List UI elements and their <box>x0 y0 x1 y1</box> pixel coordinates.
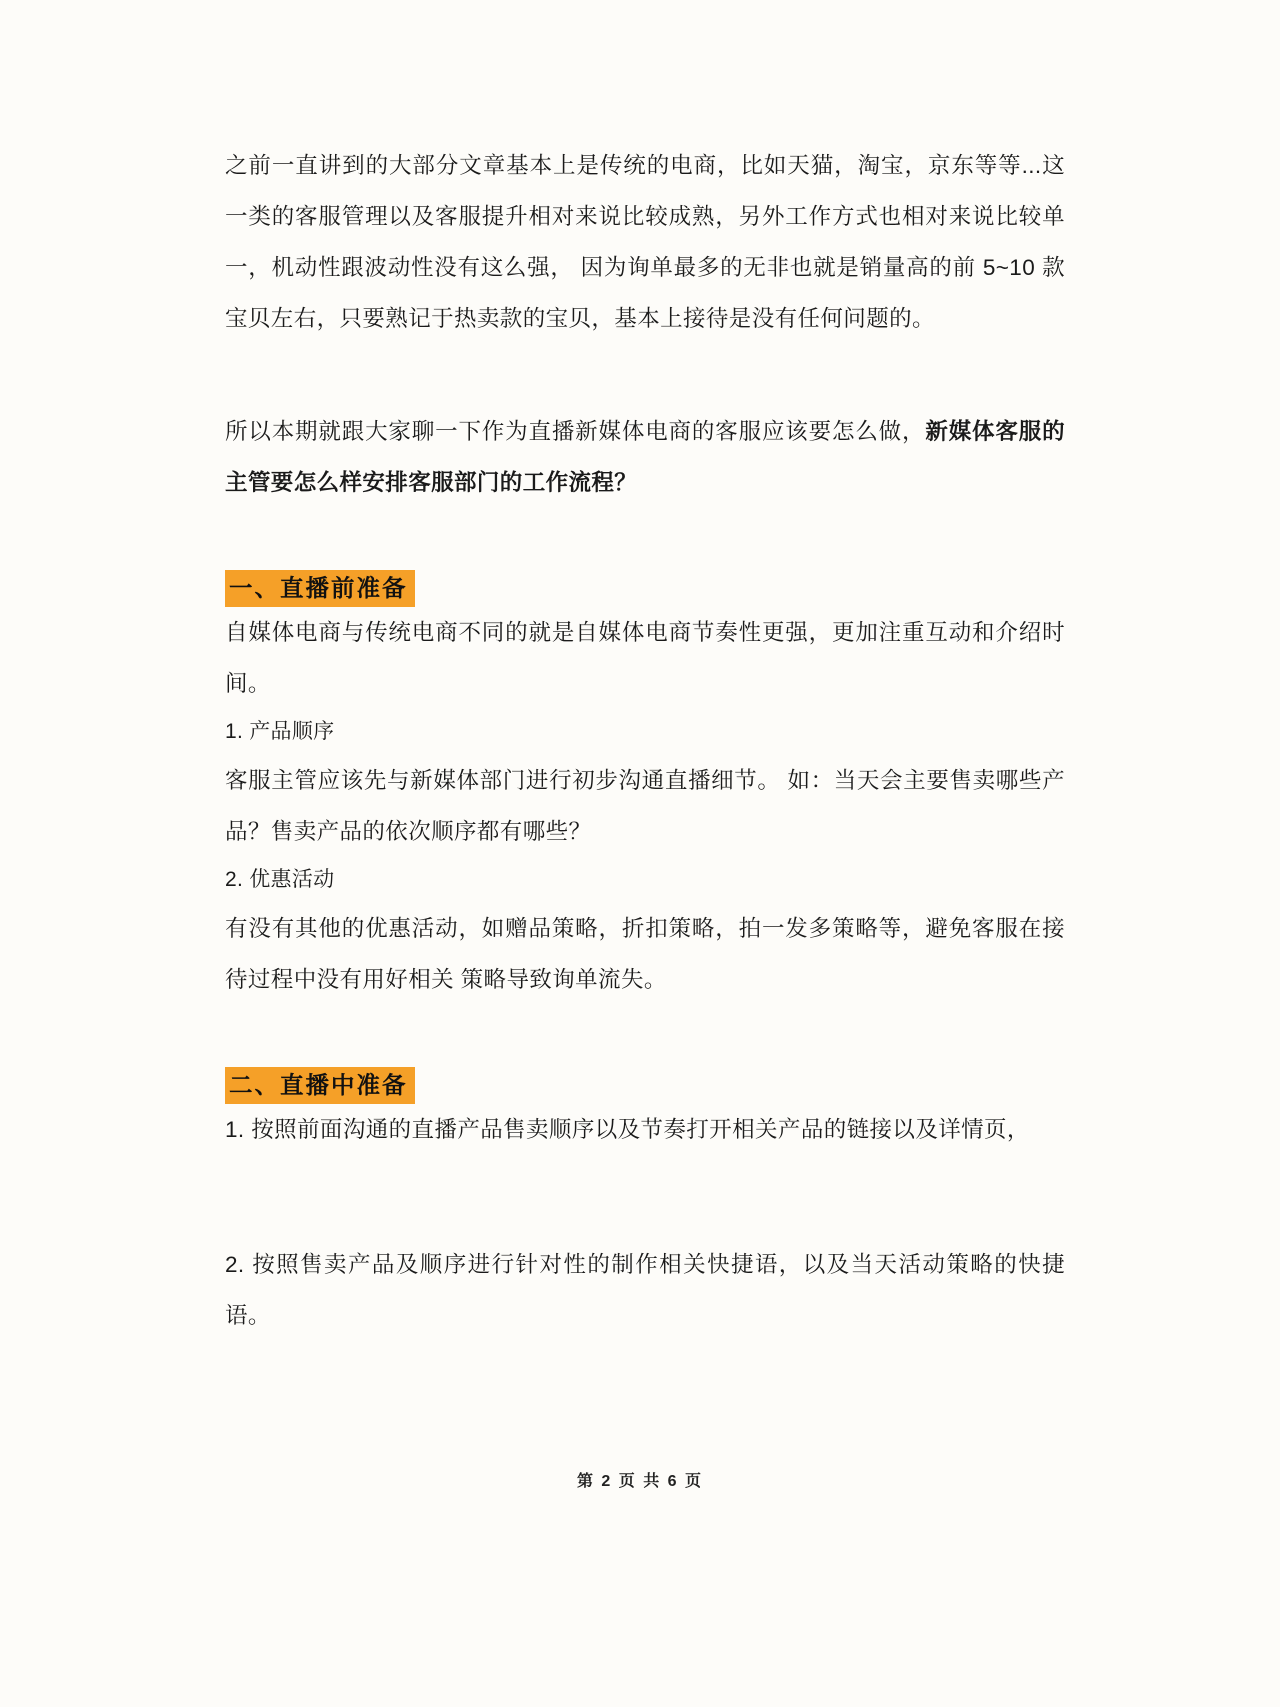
document-body <box>225 140 1065 1341</box>
spacer <box>225 344 1065 406</box>
paragraph-intro: 之前一直讲到的大部分文章基本上是传统的电商，比如天猫，淘宝，京东等等...这一类的客服管理以及客服提升相对来说比较成熟，另外工作方式也相对来说比较单一，机动性跟波动性没有这么强， 因为询单最多的无非也就是销量高的前 5~10 款宝贝左右，只要熟记于热卖款的宝贝，基本上接待是没有任何问题的。 <box>225 153 1065 331</box>
section-1-item-1-label: 1. 产品顺序 <box>225 720 335 743</box>
section-heading-2: 二、直播中准备 <box>225 1067 415 1104</box>
section-1-item-1-text: 客服主管应该先与新媒体部门进行初步沟通直播细节。 如：当天会主要售卖哪些产品？售卖产品的依次顺序都有哪些？ <box>225 768 1065 844</box>
section-1-item-2-label: 2. 优惠活动 <box>225 868 335 891</box>
spacer <box>225 508 1065 570</box>
section-2-item-2-text: 2. 按照售卖产品及顺序进行针对性的制作相关快捷语，以及当天活动策略的快捷语。 <box>225 1252 1065 1328</box>
section-1-intro: 自媒体电商与传统电商不同的就是自媒体电商节奏性更强，更加注重互动和介绍时间。 <box>225 620 1065 696</box>
section-heading-1: 一、直播前准备 <box>225 570 415 607</box>
paragraph-question <box>225 406 1065 508</box>
section-heading-1-wrap <box>225 570 1065 607</box>
question-text-bold: 新媒体客服的主管要怎么样安排客服部门的工作流程？ <box>225 419 1065 495</box>
spacer <box>225 1155 1065 1239</box>
spacer <box>225 1005 1065 1067</box>
section-2-item-1-text: 1. 按照前面沟通的直播产品售卖顺序以及节奏打开相关产品的链接以及详情页， <box>225 1117 1030 1142</box>
question-text-normal: 所以本期就跟大家聊一下作为直播新媒体电商的客服应该要怎么做， <box>225 419 926 444</box>
page-footer: 第 2 页 共 6 页 <box>576 1473 704 1490</box>
section-heading-2-wrap <box>225 1067 1065 1104</box>
section-1-item-2-text: 有没有其他的优惠活动，如赠品策略，折扣策略，拍一发多策略等，避免客服在接待过程中没有用好相关 策略导致询单流失。 <box>225 916 1065 992</box>
